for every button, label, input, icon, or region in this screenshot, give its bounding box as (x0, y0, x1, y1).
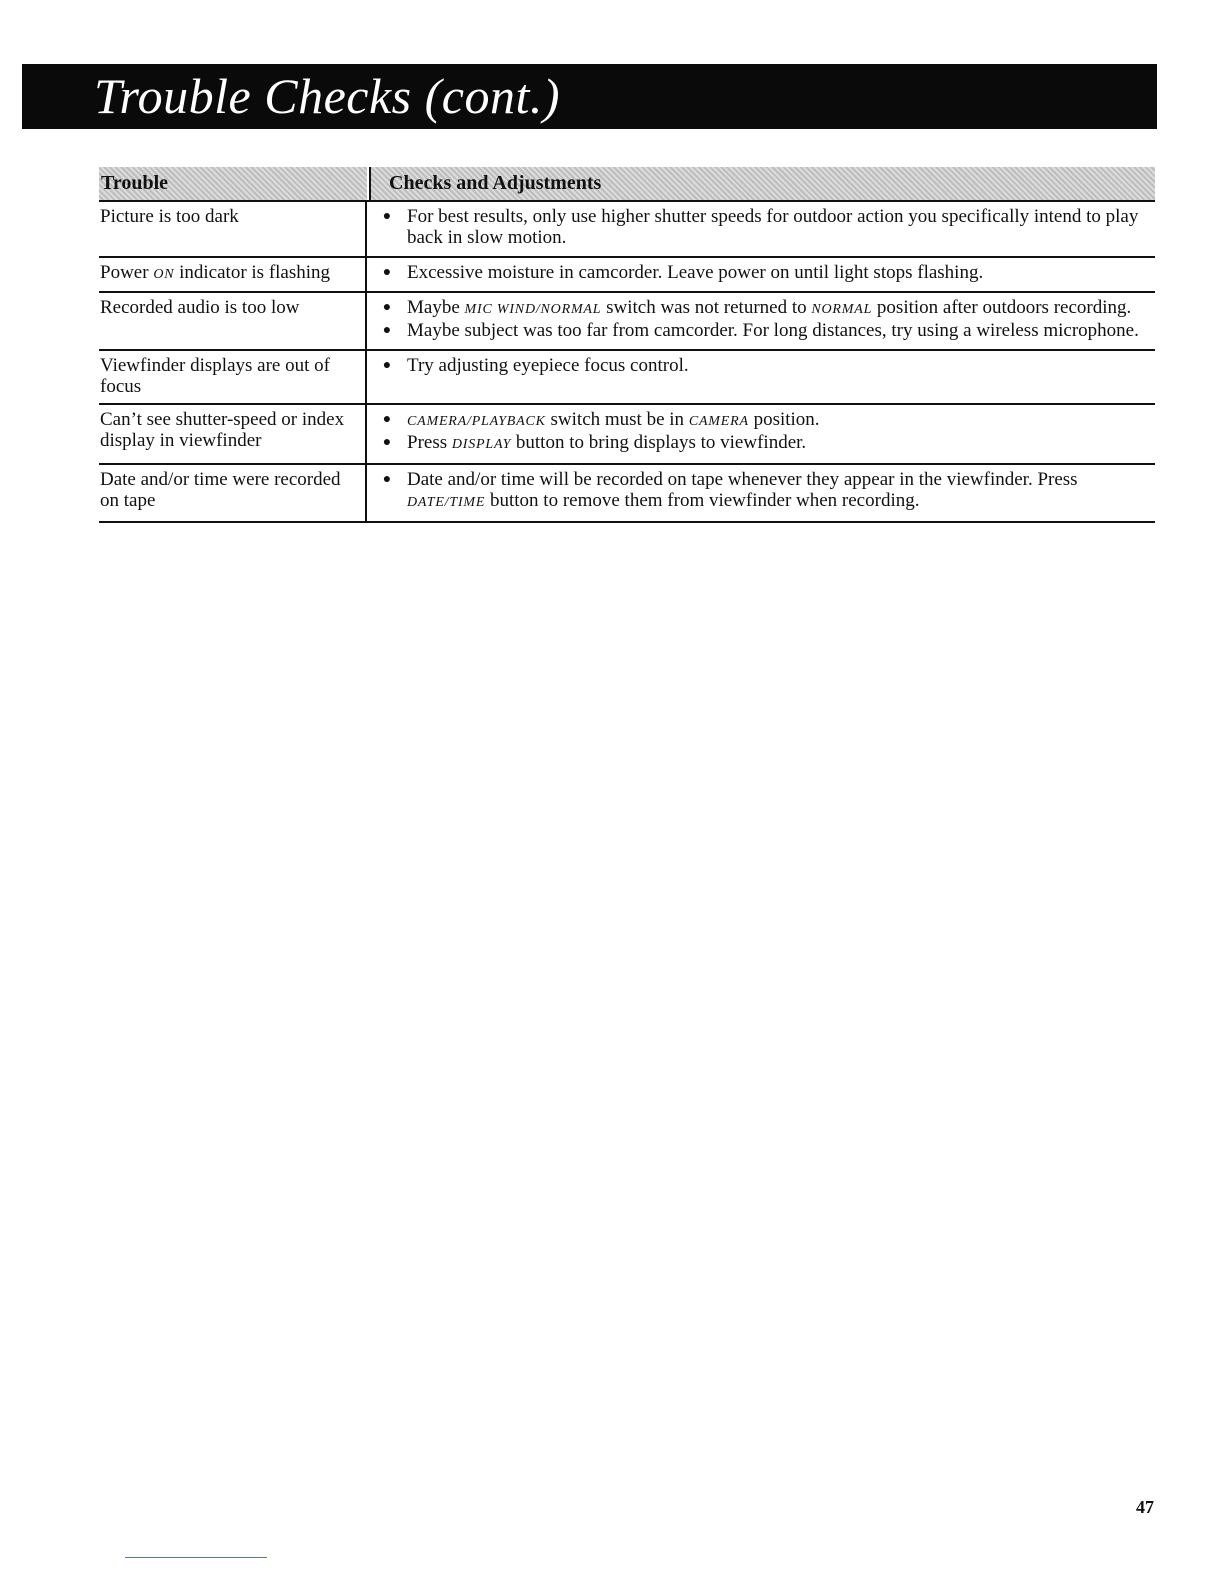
title-bar (22, 64, 1157, 129)
check-item: ● Maybe subject was too far from camcorder. For long distances, try using a wireless microphone. (367, 320, 1147, 341)
table-row (99, 405, 1155, 465)
table-row (99, 202, 1155, 258)
page-number: 47 (1136, 1497, 1154, 1517)
trouble-cell: Power ON indicator is flashing (99, 258, 367, 291)
checks-cell (367, 293, 1155, 349)
page-title: Trouble Checks (cont.) (94, 68, 561, 124)
trouble-cell: Viewfinder displays are out of focus (99, 351, 367, 403)
checks-cell (367, 202, 1155, 256)
check-item: ● CAMERA/PLAYBACK switch must be in CAMERA position. (367, 409, 1147, 432)
trouble-cell: Can’t see shutter-speed or index display in viewfinder (99, 405, 367, 463)
check-item: ● Try adjusting eyepiece focus control. (367, 355, 1147, 376)
bullet-icon: ● (382, 412, 392, 427)
header-checks: Checks and Adjustments (369, 167, 1155, 200)
table-row (99, 258, 1155, 293)
checks-cell (367, 465, 1155, 521)
header-trouble: Trouble (99, 167, 367, 200)
table-row (99, 465, 1155, 523)
trouble-cell: Date and/or time were recorded on tape (99, 465, 367, 521)
check-item: ● Press DISPLAY button to bring displays to viewfinder. (367, 432, 1147, 455)
table-header (99, 167, 1155, 202)
bullet-icon: ● (382, 435, 392, 450)
footer-rule (125, 1557, 267, 1558)
bullet-icon: ● (382, 472, 392, 487)
bullet-icon: ● (382, 265, 392, 280)
trouble-cell: Recorded audio is too low (99, 293, 367, 349)
checks-cell (367, 405, 1155, 463)
checks-cell (367, 258, 1155, 291)
check-item: ● For best results, only use higher shutter speeds for outdoor action you specifically intend to play back in slow motion. (367, 206, 1147, 248)
table-row (99, 293, 1155, 351)
checks-cell (367, 351, 1155, 403)
bullet-icon: ● (382, 358, 392, 373)
bullet-icon: ● (382, 209, 392, 224)
bullet-icon: ● (382, 300, 392, 315)
check-item: ● Maybe MIC WIND/NORMAL switch was not returned to NORMAL position after outdoors recording. (367, 297, 1147, 320)
trouble-table (99, 167, 1155, 523)
trouble-cell: Picture is too dark (99, 202, 367, 256)
check-item: ● Date and/or time will be recorded on tape whenever they appear in the viewfinder. Press DATE/TIME button to remove them from viewfinder when recording. (367, 469, 1147, 513)
table-row (99, 351, 1155, 405)
bullet-icon: ● (382, 323, 392, 338)
check-item: ● Excessive moisture in camcorder. Leave power on until light stops flashing. (367, 262, 1147, 283)
